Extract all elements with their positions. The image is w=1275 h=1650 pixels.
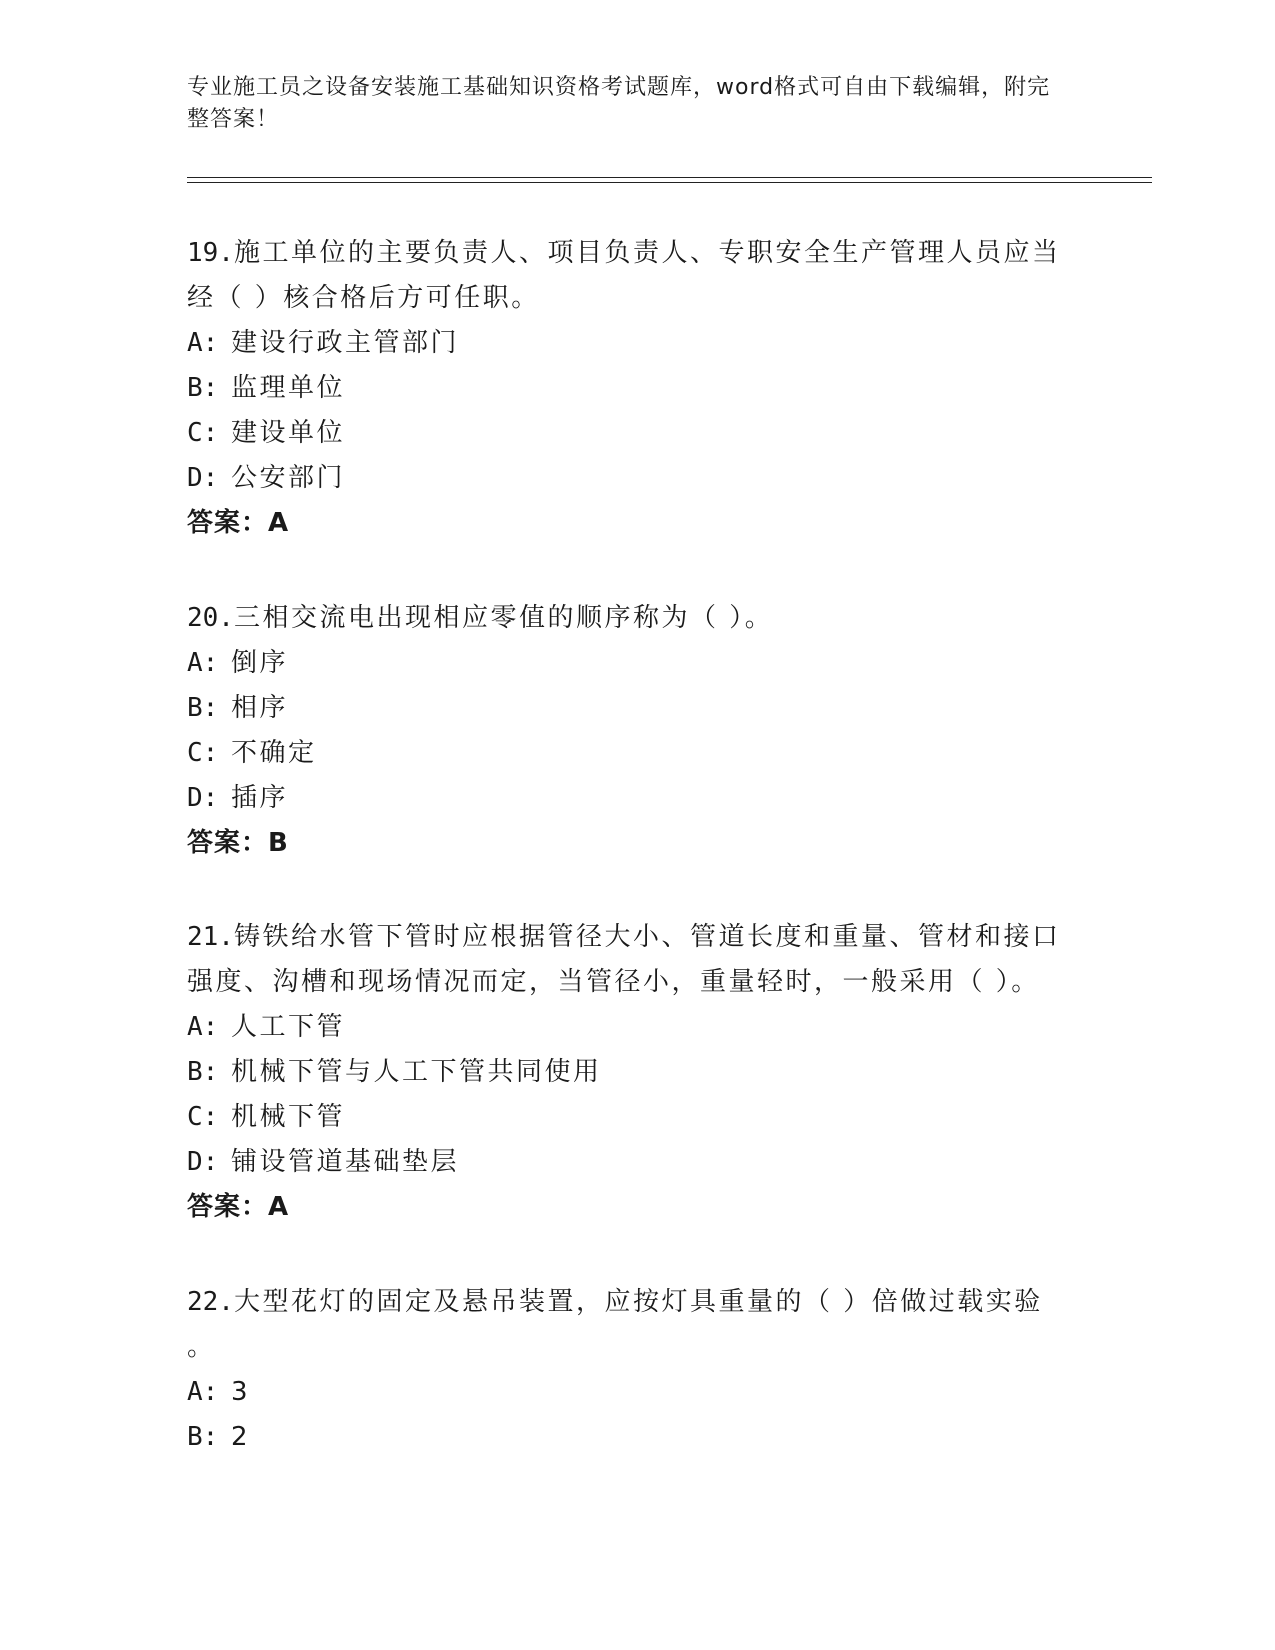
option-text: 机械下管与人工下管共同使用 — [231, 1057, 602, 1087]
option-letter: A: — [187, 328, 219, 358]
question-22 — [187, 1280, 1067, 1460]
option-text: 铺设管道基础垫层 — [231, 1147, 460, 1177]
answer-line: 答案：B — [187, 828, 289, 858]
option-d — [187, 776, 1067, 821]
question-19 — [187, 231, 1067, 546]
option-letter: B: — [187, 693, 219, 723]
question-number: 20. — [187, 603, 234, 633]
question-21 — [187, 915, 1067, 1230]
option-b — [187, 1415, 1067, 1460]
option-b — [187, 686, 1067, 731]
question-number: 21. — [187, 922, 234, 952]
option-text: 机械下管 — [231, 1102, 346, 1132]
option-text: 插序 — [231, 783, 289, 813]
option-text: 2 — [231, 1422, 251, 1452]
option-text: 倒序 — [231, 648, 289, 678]
option-text: 建设行政主管部门 — [231, 328, 460, 358]
question-stem — [187, 915, 1067, 1005]
option-c — [187, 1095, 1067, 1140]
option-b — [187, 366, 1067, 411]
question-stem — [187, 596, 1067, 641]
option-d — [187, 1140, 1067, 1185]
option-a — [187, 321, 1067, 366]
option-letter: A: — [187, 648, 219, 678]
option-a — [187, 1370, 1067, 1415]
question-text: 大型花灯的固定及悬吊装置，应按灯具重量的（ ）倍做过载实验 — [233, 1287, 1043, 1317]
question-text: 施工单位的主要负责人、项目负责人、专职安全生产管理人员应当经（ ）核合格后方可任职。 — [187, 238, 1061, 313]
option-text: 3 — [231, 1377, 251, 1407]
header-divider-bottom — [187, 182, 1152, 183]
question-stem-tail: 。 — [187, 1332, 216, 1362]
question-text: 三相交流电出现相应零值的顺序称为（ ）。 — [233, 603, 774, 633]
document-header: 专业施工员之设备安装施工基础知识资格考试题库，word格式可自由下载编辑，附完整答案！ — [187, 75, 1051, 132]
option-b — [187, 1050, 1067, 1095]
option-c — [187, 731, 1067, 776]
option-d — [187, 456, 1067, 501]
question-number: 19. — [187, 238, 234, 268]
option-letter: C: — [187, 418, 219, 448]
option-letter: B: — [187, 1422, 219, 1452]
option-a — [187, 1005, 1067, 1050]
option-text: 监理单位 — [231, 373, 346, 403]
answer-line: 答案：A — [187, 508, 290, 538]
option-text: 公安部门 — [231, 463, 346, 493]
option-letter: D: — [187, 463, 219, 493]
question-20 — [187, 596, 1067, 866]
option-letter: D: — [187, 783, 219, 813]
option-text: 人工下管 — [231, 1012, 346, 1042]
option-letter: C: — [187, 1102, 219, 1132]
option-c — [187, 411, 1067, 456]
option-letter: C: — [187, 738, 219, 768]
option-letter: B: — [187, 373, 219, 403]
option-a — [187, 641, 1067, 686]
question-stem — [187, 1280, 1067, 1325]
option-text: 建设单位 — [231, 418, 346, 448]
option-letter: B: — [187, 1057, 219, 1087]
question-stem — [187, 231, 1067, 321]
option-letter: A: — [187, 1377, 219, 1407]
option-text: 相序 — [231, 693, 289, 723]
answer-line: 答案：A — [187, 1192, 290, 1222]
option-text: 不确定 — [231, 738, 317, 768]
header-divider-top — [187, 177, 1152, 178]
question-number: 22. — [187, 1287, 234, 1317]
option-letter: D: — [187, 1147, 219, 1177]
option-letter: A: — [187, 1012, 219, 1042]
question-text: 铸铁给水管下管时应根据管径大小、管道长度和重量、管材和接口强度、沟槽和现场情况而定，当管径小，重量轻时，一般采用（ ）。 — [187, 922, 1061, 997]
